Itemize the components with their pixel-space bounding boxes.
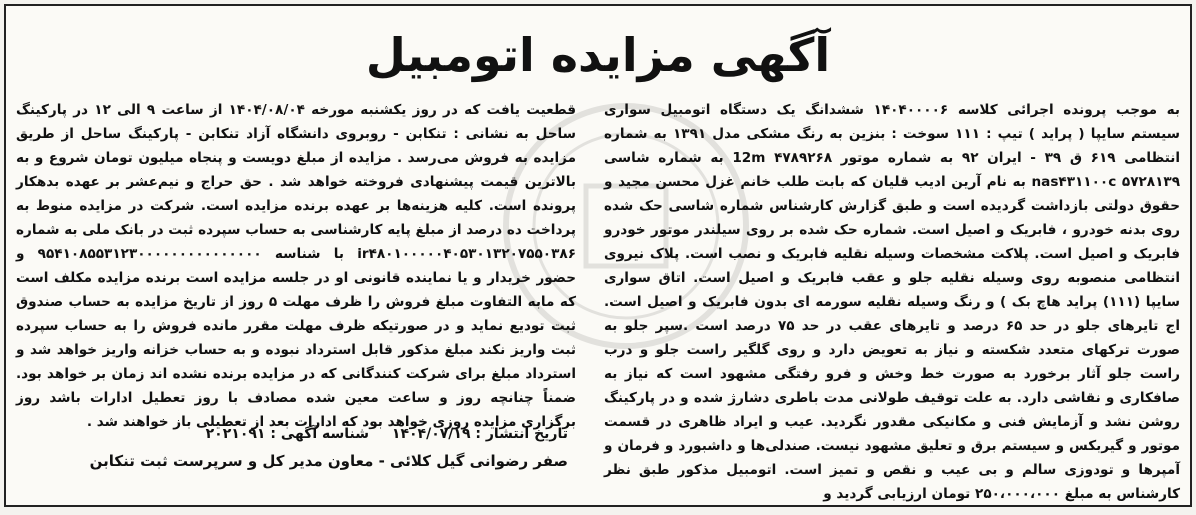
notice-title: آگهی مزایده اتومبیل (365, 28, 831, 82)
notice-page (4, 4, 1192, 507)
signature-line: صفر رضوانی گیل کلائی - معاون مدیر کل و سرپرست ثبت تنکابن (89, 452, 568, 470)
auction-terms-text: قطعیت یافت که در روز یکشنبه مورخه ۱۴۰۴/۰۸/۰۴ از ساعت ۹ الی ۱۲ در پارکینگ ساحل به نشانی : تنکابن - روبروی دانشگاه آزاد تنکابن - پارکینگ ساحل از طریق مزایده به فروش می‌رسد . مزایده از مبلغ دویست و پنجاه میلیون تومان شروع و به بالاترین قیمت پیشنهادی فروخته خواهد شد . حق حراج و نیم‌عشر بر عهده بدهکار پرونده است. کلیه هزینه‌ها بر عهده برنده مزایده است. شرکت در مزایده منوط به پرداخت ده درصد از مبلغ پایه کارشناسی به حساب سپرده ثبت در بانک ملی به شماره ir۴۸۰۱۰۰۰۰۰۴۰۵۳۰۱۳۲۰۷۵۵۰۳۸۶ با شناسه ۹۵۴۱۰۸۵۵۳۱۲۳۰۰۰۰۰۰۰۰۰۰۰۰۰۰۰ و حضور خریدار و یا نماینده قانونی او در جلسه مزایده است برنده مزایده مکلف است که مابه التفاوت مبلغ فروش را ظرف مهلت ۵ روز از تاریخ مزایده به حساب صندوق ثبت تودیع نماید و در صورتیکه ظرف مهلت مقرر مانده فروش را به حساب سپرده ثبت واریز نکند مبلغ مذکور قابل استرداد نبوده و به حساب خزانه واریز خواهد شد و استرداد مبلغ برای شرکت کنندگانی که در مزایده برنده نشده اند زمان بر خواهد بود. ضمناً چنانچه روز و ساعت معین شده مصادف با روز تعطیل ادارات باشد روز برگزاری مزایده روزی خواهد بود که ادارات بعد از تعطیلی باز خواهند شد . (16, 102, 577, 430)
notice-body-left (16, 98, 576, 434)
notice-id: شناسه آگهی : ۲۰۲۱۰۹۱ (205, 426, 370, 442)
publish-date: تاریخ انتشار : ۱۴۰۴/۰۷/۱۹ (391, 426, 568, 442)
publication-info (188, 426, 568, 442)
vehicle-description-text: به موجب پرونده اجرائی کلاسه ۱۴۰۴۰۰۰۰۶ ششدانگ یک دستگاه اتومبیل سواری سیستم سایپا ( پراید ) تیپ : ۱۱۱ سوخت : بنزین به رنگ مشکی مدل ۱۳۹۱ به شماره انتظامی ۶۱۹ ق ۳۹ - ایران ۹۲ به شماره موتور ۴۷۸۹۲۶۸ 12m به شماره شاسی ۵۷۲۸۱۳۹ nas۴۳۱۱۰۰c به نام آرین ادیب قلیان که بابت طلب خانم غزل محسن مجید و حقوق دولتی بازداشت گردیده است و طبق گزارش کارشناس شماره شاسی حک شده روی بدنه خودرو ، فابریک و اصیل است. شماره حک شده بر روی سیلندر موتور خودرو فابریک و اصیل است. پلاکت مشخصات وسیله نقلیه فابریک و نصب است. پلاک نیروی انتظامی منصوبه روی وسیله نقلیه جلو و عقب فابریک و اصیل است. اتاق سواری سایپا (۱۱۱) پراید هاچ بک ) و رنگ وسیله نقلیه سورمه ای بدون فابریک و اصیل است. اج تایرهای جلو در حد ۶۵ درصد و تایرهای عقب در حد ۷۵ درصد است .سپر جلو به صورت ترکهای متعدد شکسته و نیاز به تعویض دارد و روی گلگیر راست جلو و درب راست جلو آثار برخورد به صورت خط وخش و فرو رفتگی مشهود است که نیاز به صافکاری و نقاشی دارد. به علت توقیف طولانی مدت باطری دشارژ شده و در پارکینگ روشن نشد و آزمایش فنی و مکانیکی مقدور نگردید. عیب و ایراد ظاهری در قسمت موتور و گیربکس و سیستم برق و تعلیق مشهود نیست. صندلی‌ها و داشبورد و فرمان و آمپرها و تودوزی سالم و بی عیب و نقص و تمیز است. اتومبیل مذکور طبق نظر کارشناس به مبلغ ۲۵۰،۰۰۰،۰۰۰ تومان ارزیابی گردید و (604, 102, 1181, 502)
notice-body-right (604, 98, 1180, 506)
